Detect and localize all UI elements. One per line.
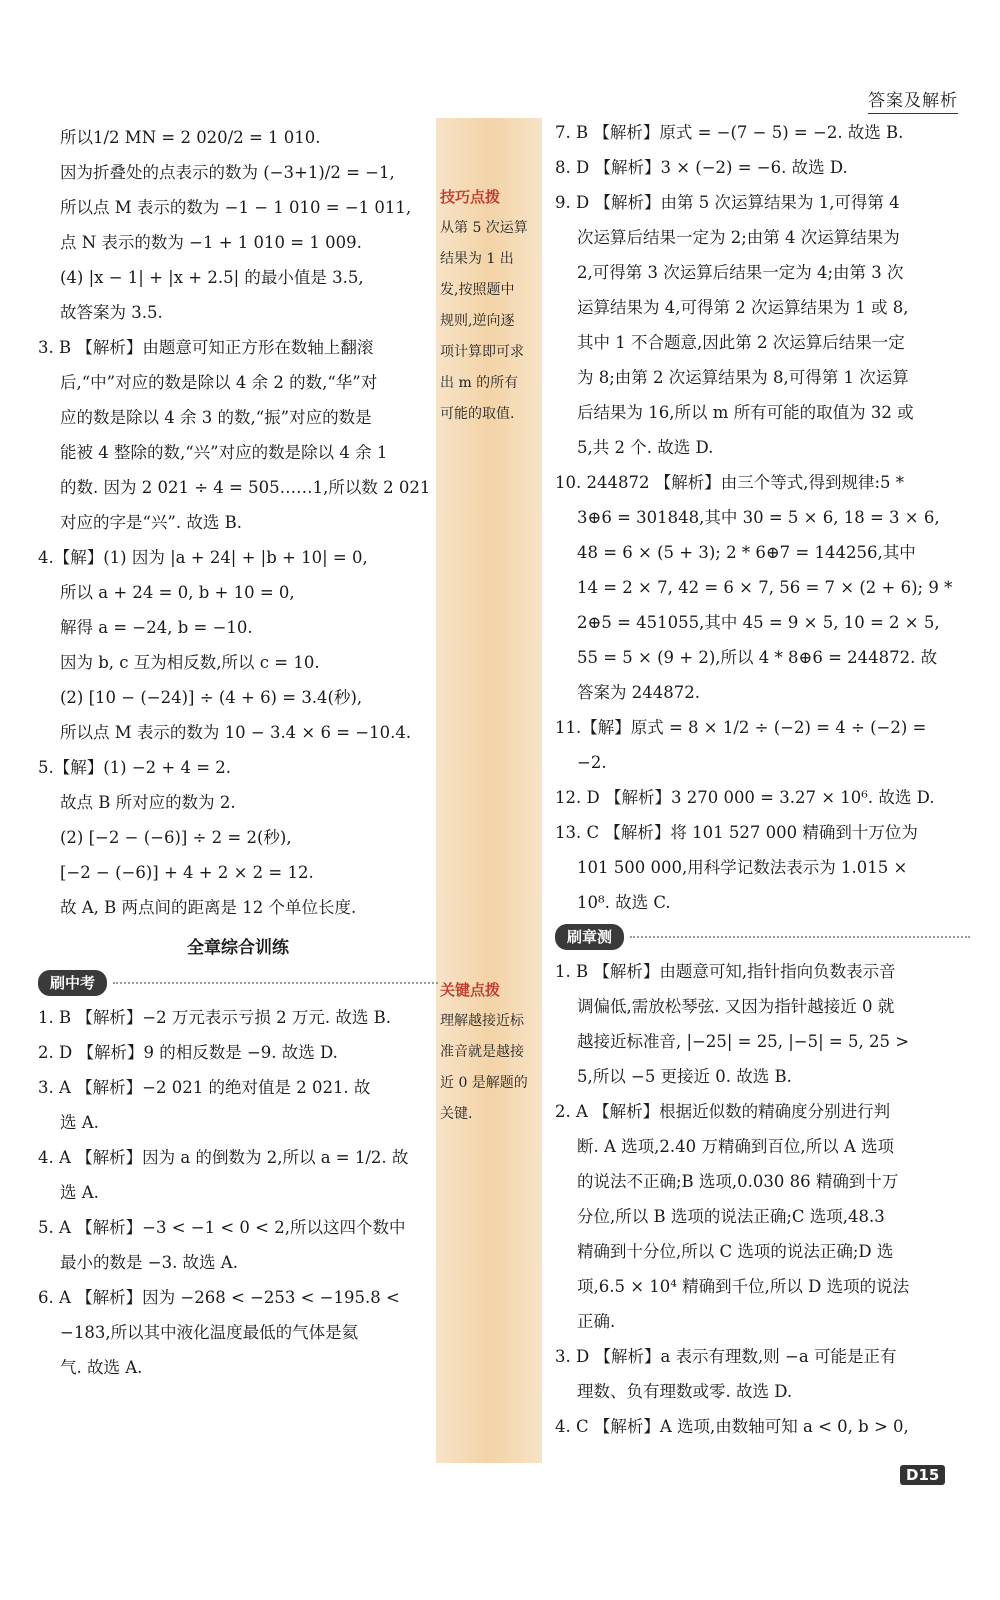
chapter-badge-row: [555, 924, 970, 950]
solution-line: 因为 b, c 互为相反数,所以 c = 10.: [60, 653, 320, 672]
solution-line: 所以点 M 表示的数为 10 − 3.4 × 6 = −10.4.: [60, 723, 412, 742]
solution-line: 最小的数是 −3. 故选 A.: [60, 1253, 238, 1272]
solution-line: 14 = 2 × 7, 42 = 6 × 7, 56 = 7 × (2 + 6); 9 *: [577, 578, 953, 597]
tip-box-technique: [440, 182, 540, 430]
solution-line: 为 8;由第 2 次运算结果为 8,可得第 1 次运算: [577, 368, 909, 387]
solution-line: 断. A 选项,2.40 万精确到百位,所以 A 选项: [577, 1137, 895, 1156]
question-line: 5. A 【解析】−3 < −1 < 0 < 2,所以这四个数中: [38, 1218, 406, 1237]
tip-line: 准音就是越接: [440, 1044, 524, 1060]
solution-line: 后结果为 16,所以 m 所有可能的取值为 32 或: [577, 403, 914, 422]
solution-line: 选 A.: [60, 1183, 99, 1202]
tip-line: 项计算即可求: [440, 344, 524, 360]
question-line: 8. D 【解析】3 × (−2) = −6. 故选 D.: [555, 158, 848, 177]
solution-line: 2,可得第 3 次运算后结果一定为 4;由第 3 次: [577, 263, 904, 282]
solution-line: 的数. 因为 2 021 ÷ 4 = 505……1,所以数 2 021: [60, 478, 431, 497]
question-line: 1. B 【解析】−2 万元表示亏损 2 万元. 故选 B.: [38, 1008, 392, 1027]
question-line: 7. B 【解析】原式 = −(7 − 5) = −2. 故选 B.: [555, 123, 904, 142]
solution-line: 的说法不正确;B 选项,0.030 86 精确到十万: [577, 1172, 899, 1191]
solution-line: 理数、负有理数或零. 故选 D.: [577, 1382, 793, 1401]
dotted-divider: [113, 982, 438, 984]
page-number: D15: [900, 1465, 945, 1485]
question-line: 3. B 【解析】由题意可知正方形在数轴上翻滚: [38, 338, 374, 357]
solution-line: 分位,所以 B 选项的说法正确;C 选项,48.3: [577, 1207, 885, 1226]
solution-line: 精确到十分位,所以 C 选项的说法正确;D 选: [577, 1242, 894, 1261]
solution-line: 调偏低,需放松琴弦. 又因为指针越接近 0 就: [577, 997, 895, 1016]
question-line: 1. B 【解析】由题意可知,指针指向负数表示音: [555, 962, 896, 981]
solution-line: (2) [−2 − (−6)] ÷ 2 = 2(秒),: [60, 828, 292, 847]
question-line: 4.【解】(1) 因为 |a + 24| + |b + 10| = 0,: [38, 548, 368, 567]
tip-box-key: [440, 975, 540, 1130]
section-title: 全章综合训练: [187, 938, 289, 958]
tip-line: 规则,逆向逐: [440, 313, 515, 329]
question-line: 3. D 【解析】a 表示有理数,则 −a 可能是正有: [555, 1347, 897, 1366]
question-line: 12. D 【解析】3 270 000 = 3.27 × 10⁶. 故选 D.: [555, 788, 935, 807]
solution-line: 3⊕6 = 301848,其中 30 = 5 × 6, 18 = 3 × 6,: [577, 508, 940, 527]
solution-line: (4) |x − 1| + |x + 2.5| 的最小值是 3.5,: [60, 268, 364, 287]
tip-line: 从第 5 次运算: [440, 220, 528, 236]
tip-heading: 技巧点拨: [440, 188, 501, 206]
tip-line: 理解越接近标: [440, 1013, 524, 1029]
question-line: 4. A 【解析】因为 a 的倒数为 2,所以 a = 1/2. 故: [38, 1148, 409, 1167]
solution-line: 101 500 000,用科学记数法表示为 1.015 ×: [577, 858, 908, 877]
solution-line: 项,6.5 × 10⁴ 精确到千位,所以 D 选项的说法: [577, 1277, 910, 1296]
solution-line: 故答案为 3.5.: [60, 303, 163, 322]
question-line: 6. A 【解析】因为 −268 < −253 < −195.8 <: [38, 1288, 400, 1307]
question-line: 13. C 【解析】将 101 527 000 精确到十万位为: [555, 823, 918, 842]
question-line: 4. C 【解析】A 选项,由数轴可知 a < 0, b > 0,: [555, 1417, 909, 1436]
solution-line: 所以 a + 24 = 0, b + 10 = 0,: [60, 583, 295, 602]
dotted-divider: [630, 936, 970, 938]
solution-line: [−2 − (−6)] + 4 + 2 × 2 = 12.: [60, 863, 314, 882]
tip-line: 结果为 1 出: [440, 251, 514, 267]
solution-line: 次运算后结果一定为 2;由第 4 次运算结果为: [577, 228, 900, 247]
solution-line: 故点 B 所对应的数为 2.: [60, 793, 236, 812]
solution-line: (2) [10 − (−24)] ÷ (4 + 6) = 3.4(秒),: [60, 688, 363, 707]
solution-line: 10⁸. 故选 C.: [577, 893, 671, 912]
tip-line: 关键.: [440, 1106, 473, 1122]
left-column: [38, 120, 438, 1385]
solution-line: 5,共 2 个. 故选 D.: [577, 438, 714, 457]
tip-line: 近 0 是解题的: [440, 1075, 528, 1091]
exam-badge-row: [38, 970, 438, 996]
solution-line: 所以点 M 表示的数为 −1 − 1 010 = −1 011,: [60, 198, 412, 217]
tip-line: 出 m 的所有: [440, 375, 519, 391]
solution-line: 对应的字是“兴”. 故选 B.: [60, 513, 242, 532]
solution-line: 故 A, B 两点间的距离是 12 个单位长度.: [60, 898, 357, 917]
exam-badge: 刷中考: [38, 970, 107, 996]
solution-line: 解得 a = −24, b = −10.: [60, 618, 253, 637]
solution-line: 能被 4 整除的数,“兴”对应的数是除以 4 余 1: [60, 443, 388, 462]
solution-line: 应的数是除以 4 余 3 的数,“振”对应的数是: [60, 408, 372, 427]
solution-line: 正确.: [577, 1312, 616, 1331]
solution-line: 运算结果为 4,可得第 2 次运算结果为 1 或 8,: [577, 298, 909, 317]
chapter-test-badge: 刷章测: [555, 924, 624, 950]
solution-line: 48 = 6 × (5 + 3); 2 * 6⊕7 = 144256,其中: [577, 543, 916, 562]
solution-line: 答案为 244872.: [577, 683, 700, 702]
solution-line: 越接近标准音, |−25| = 25, |−5| = 5, 25 >: [577, 1032, 910, 1051]
solution-line: 点 N 表示的数为 −1 + 1 010 = 1 009.: [60, 233, 362, 252]
solution-line: 因为折叠处的点表示的数为 (−3+1)/2 = −1,: [60, 163, 395, 182]
solution-line: 55 = 5 × (9 + 2),所以 4 * 8⊕6 = 244872. 故: [577, 648, 938, 667]
question-line: 5.【解】(1) −2 + 4 = 2.: [38, 758, 232, 777]
solution-line: 其中 1 不合题意,因此第 2 次运算后结果一定: [577, 333, 905, 352]
page-header-title: 答案及解析: [868, 86, 958, 114]
solution-line: 所以1/2 MN = 2 020/2 = 1 010.: [60, 128, 321, 147]
question-line: 2. A 【解析】根据近似数的精确度分别进行判: [555, 1102, 891, 1121]
question-line: 9. D 【解析】由第 5 次运算结果为 1,可得第 4: [555, 193, 900, 212]
solution-line: 选 A.: [60, 1113, 99, 1132]
question-line: 10. 244872 【解析】由三个等式,得到规律:5 *: [555, 473, 905, 492]
question-line: 2. D 【解析】9 的相反数是 −9. 故选 D.: [38, 1043, 338, 1062]
question-line: 11.【解】原式 = 8 × 1/2 ÷ (−2) = 4 ÷ (−2) =: [555, 718, 927, 737]
solution-line: −183,所以其中液化温度最低的气体是氦: [60, 1323, 359, 1342]
tip-line: 可能的取值.: [440, 406, 515, 422]
solution-line: −2.: [577, 753, 607, 772]
right-column: [555, 115, 970, 1444]
solution-line: 5,所以 −5 更接近 0. 故选 B.: [577, 1067, 792, 1086]
tip-line: 发,按照题中: [440, 282, 515, 298]
question-line: 3. A 【解析】−2 021 的绝对值是 2 021. 故: [38, 1078, 371, 1097]
solution-line: 2⊕5 = 451055,其中 45 = 9 × 5, 10 = 2 × 5,: [577, 613, 940, 632]
tip-heading: 关键点拨: [440, 981, 501, 999]
solution-line: 后,“中”对应的数是除以 4 余 2 的数,“华”对: [60, 373, 378, 392]
solution-line: 气. 故选 A.: [60, 1358, 143, 1377]
